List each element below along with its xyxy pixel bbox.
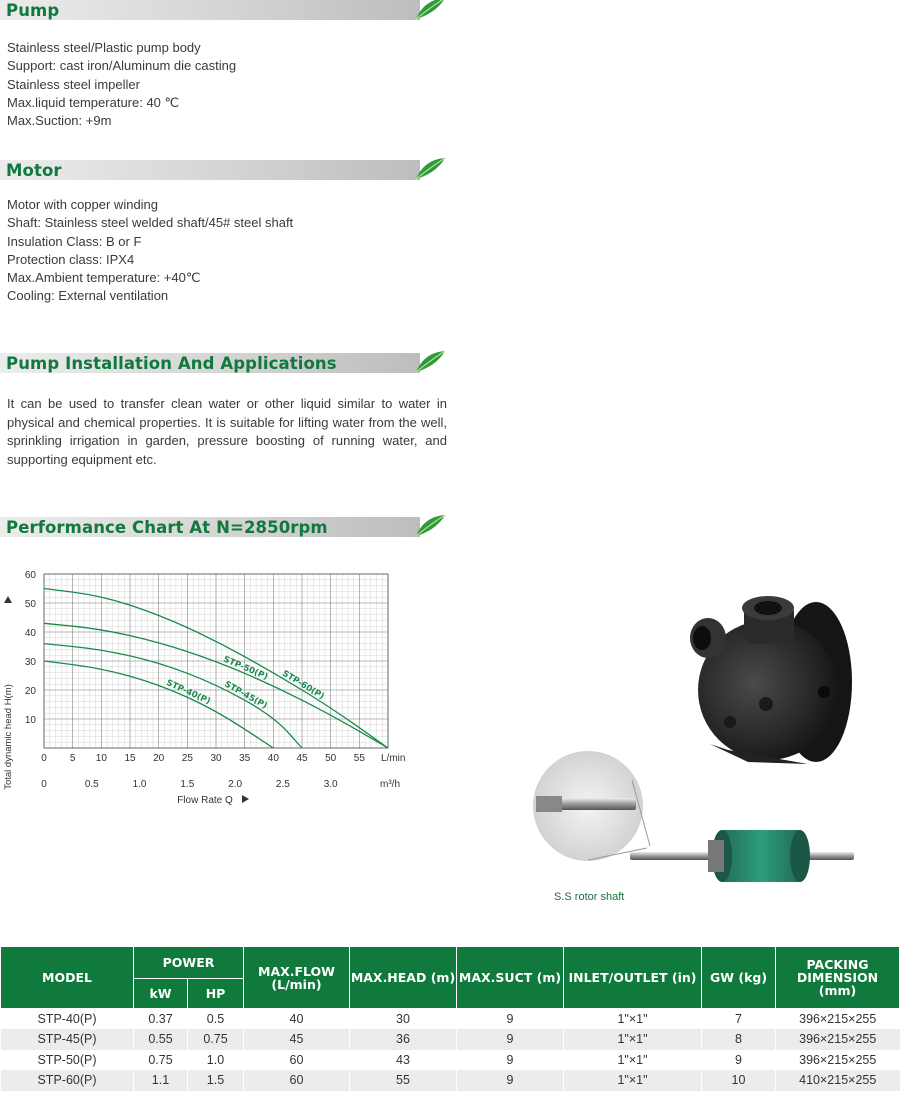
chart-y-ticks (25, 570, 37, 726)
table-row (1, 1050, 900, 1071)
y-tick-label: 50 (24, 599, 36, 610)
list-item: Stainless steel impeller (7, 76, 140, 92)
section-header-performance (0, 517, 445, 539)
col-power: POWER (134, 947, 244, 979)
section-title-pump: Pump (6, 1, 60, 20)
list-item: Motor with copper winding (7, 197, 159, 212)
x-axis-unit-secondary: m³/h (380, 779, 400, 790)
y-tick-label: 10 (24, 715, 36, 726)
curve-label: STP-40(P) (164, 678, 212, 707)
x-tick-label: 35 (239, 753, 251, 764)
curve-label: STP-45(P) (222, 679, 269, 712)
col-max-suct: MAX.SUCT (m) (457, 947, 564, 1009)
leaf-icon (414, 157, 446, 181)
y-axis-arrow-icon (4, 596, 12, 603)
cell: 30 (350, 1009, 457, 1030)
x2-tick-label: 1.0 (132, 779, 147, 790)
cell: STP-40(P) (1, 1009, 134, 1030)
section-title-performance: Performance Chart At N=2850rpm (6, 518, 328, 537)
cell: 1.1 (134, 1070, 188, 1091)
cell: 43 (350, 1050, 457, 1071)
col-kw: kW (134, 979, 188, 1009)
cell: 0.5 (188, 1009, 244, 1030)
x-tick-label: 40 (267, 753, 279, 764)
list-item: Cooling: External ventilation (7, 288, 169, 304)
y-tick-label: 60 (24, 570, 36, 581)
cell: 396×215×255 (776, 1050, 900, 1071)
list-item: Max.liquid temperature: 40 ℃ (7, 94, 180, 110)
cell: 410×215×255 (776, 1070, 900, 1091)
performance-chart (0, 560, 420, 810)
y-tick-label: 30 (24, 657, 36, 668)
x2-tick-label: 3.0 (323, 779, 338, 790)
x2-tick-label: 2.5 (275, 779, 290, 790)
x-tick-label: 50 (325, 753, 337, 764)
cell: STP-50(P) (1, 1050, 134, 1071)
cell: 1"×1" (564, 1029, 702, 1050)
x2-tick-label: 2.0 (228, 779, 243, 790)
cell: 396×215×255 (776, 1029, 900, 1050)
installation-text: It can be used to transfer clean water or other liquid similar to water in physical and chemical properties. It is suitable for lifting water from the well, sprinkling irrigation in garden, pressure boosting of running water, and supporting equipment etc. (7, 396, 447, 467)
list-item: Max.Suction: +9m (7, 113, 112, 129)
leaf-icon (414, 350, 446, 374)
section-header-installation (0, 353, 445, 375)
cell: 40 (244, 1009, 350, 1030)
cell: 9 (457, 1070, 564, 1091)
section-header-motor (0, 160, 445, 182)
cell: 55 (350, 1070, 457, 1091)
x-tick-label: 10 (95, 753, 107, 764)
col-inlet-outlet: INLET/OUTLET (in) (564, 947, 702, 1009)
cell: 45 (244, 1029, 350, 1050)
x2-tick-label: 1.5 (180, 779, 195, 790)
x-axis-unit-primary: L/min (381, 753, 406, 764)
x2-tick-label: 0 (41, 779, 47, 790)
pump-photo (688, 594, 858, 766)
cell: 9 (457, 1050, 564, 1071)
cell: 0.37 (134, 1009, 188, 1030)
col-max-head: MAX.HEAD (m) (350, 947, 457, 1009)
cell: 9 (457, 1009, 564, 1030)
spec-table (0, 946, 900, 1091)
y-tick-label: 40 (24, 628, 36, 639)
col-hp: HP (188, 979, 244, 1009)
col-model: MODEL (1, 947, 134, 1009)
list-item: Stainless steel/Plastic pump body (7, 40, 201, 55)
table-row (1, 1009, 900, 1030)
section-header-pump (0, 0, 445, 22)
cell: 60 (244, 1050, 350, 1071)
chart-x-ticks (41, 753, 365, 764)
cell: 9 (457, 1029, 564, 1050)
cell: 1"×1" (564, 1070, 702, 1091)
x-tick-label: 45 (296, 753, 308, 764)
x-tick-label: 5 (69, 753, 76, 764)
y-tick-label: 20 (24, 686, 36, 697)
cell: 8 (702, 1029, 776, 1050)
cell: 9 (702, 1050, 776, 1071)
cell: 1"×1" (564, 1009, 702, 1030)
cell: 36 (350, 1029, 457, 1050)
col-packing: PACKING DIMENSION (mm) (776, 947, 900, 1009)
cell: 10 (702, 1070, 776, 1091)
chart-x2-ticks (41, 779, 338, 790)
cell: 1.5 (188, 1070, 244, 1091)
cell: 0.55 (134, 1029, 188, 1050)
list-item: Max.Ambient temperature: +40℃ (7, 270, 201, 286)
cell: 1.0 (188, 1050, 244, 1071)
cell: STP-60(P) (1, 1070, 134, 1091)
y-axis-label: Total dynamic head H(m) (3, 684, 14, 790)
cell: STP-45(P) (1, 1029, 134, 1050)
x-axis-arrow-icon (242, 795, 249, 803)
section-title-motor: Motor (6, 161, 62, 180)
section-title-installation: Pump Installation And Applications (6, 354, 337, 373)
cell: 1"×1" (564, 1050, 702, 1071)
x-tick-label: 0 (41, 753, 47, 764)
curve-label: STP-60(P) (280, 668, 326, 702)
x-tick-label: 15 (124, 753, 136, 764)
list-item: Support: cast iron/Aluminum die casting (7, 58, 237, 74)
pump-spec-list (7, 39, 236, 130)
cell: 0.75 (188, 1029, 244, 1050)
table-row (1, 1029, 900, 1050)
x2-tick-label: 0.5 (84, 779, 99, 790)
col-max-flow: MAX.FLOW (L/min) (244, 947, 350, 1009)
cell: 0.75 (134, 1050, 188, 1071)
leaf-icon (414, 514, 446, 538)
x-tick-label: 20 (153, 753, 165, 764)
list-item: Protection class: IPX4 (7, 251, 135, 267)
motor-spec-list (7, 196, 293, 306)
cell: 60 (244, 1070, 350, 1091)
list-item: Insulation Class: B or F (7, 233, 142, 249)
cell: 7 (702, 1009, 776, 1030)
x-axis-label: Flow Rate Q (177, 795, 233, 806)
cell: 396×215×255 (776, 1009, 900, 1030)
x-tick-label: 25 (181, 753, 193, 764)
list-item: Shaft: Stainless steel welded shaft/45# steel shaft (7, 215, 294, 231)
col-gw: GW (kg) (702, 947, 776, 1009)
curve-label: STP-50(P) (221, 654, 270, 683)
x-tick-label: 30 (210, 753, 222, 764)
table-row (1, 1070, 900, 1091)
x-tick-label: 55 (353, 753, 365, 764)
leaf-icon (414, 0, 446, 21)
rotor-shaft-photo (532, 750, 862, 895)
photo-caption: S.S rotor shaft (554, 891, 625, 903)
